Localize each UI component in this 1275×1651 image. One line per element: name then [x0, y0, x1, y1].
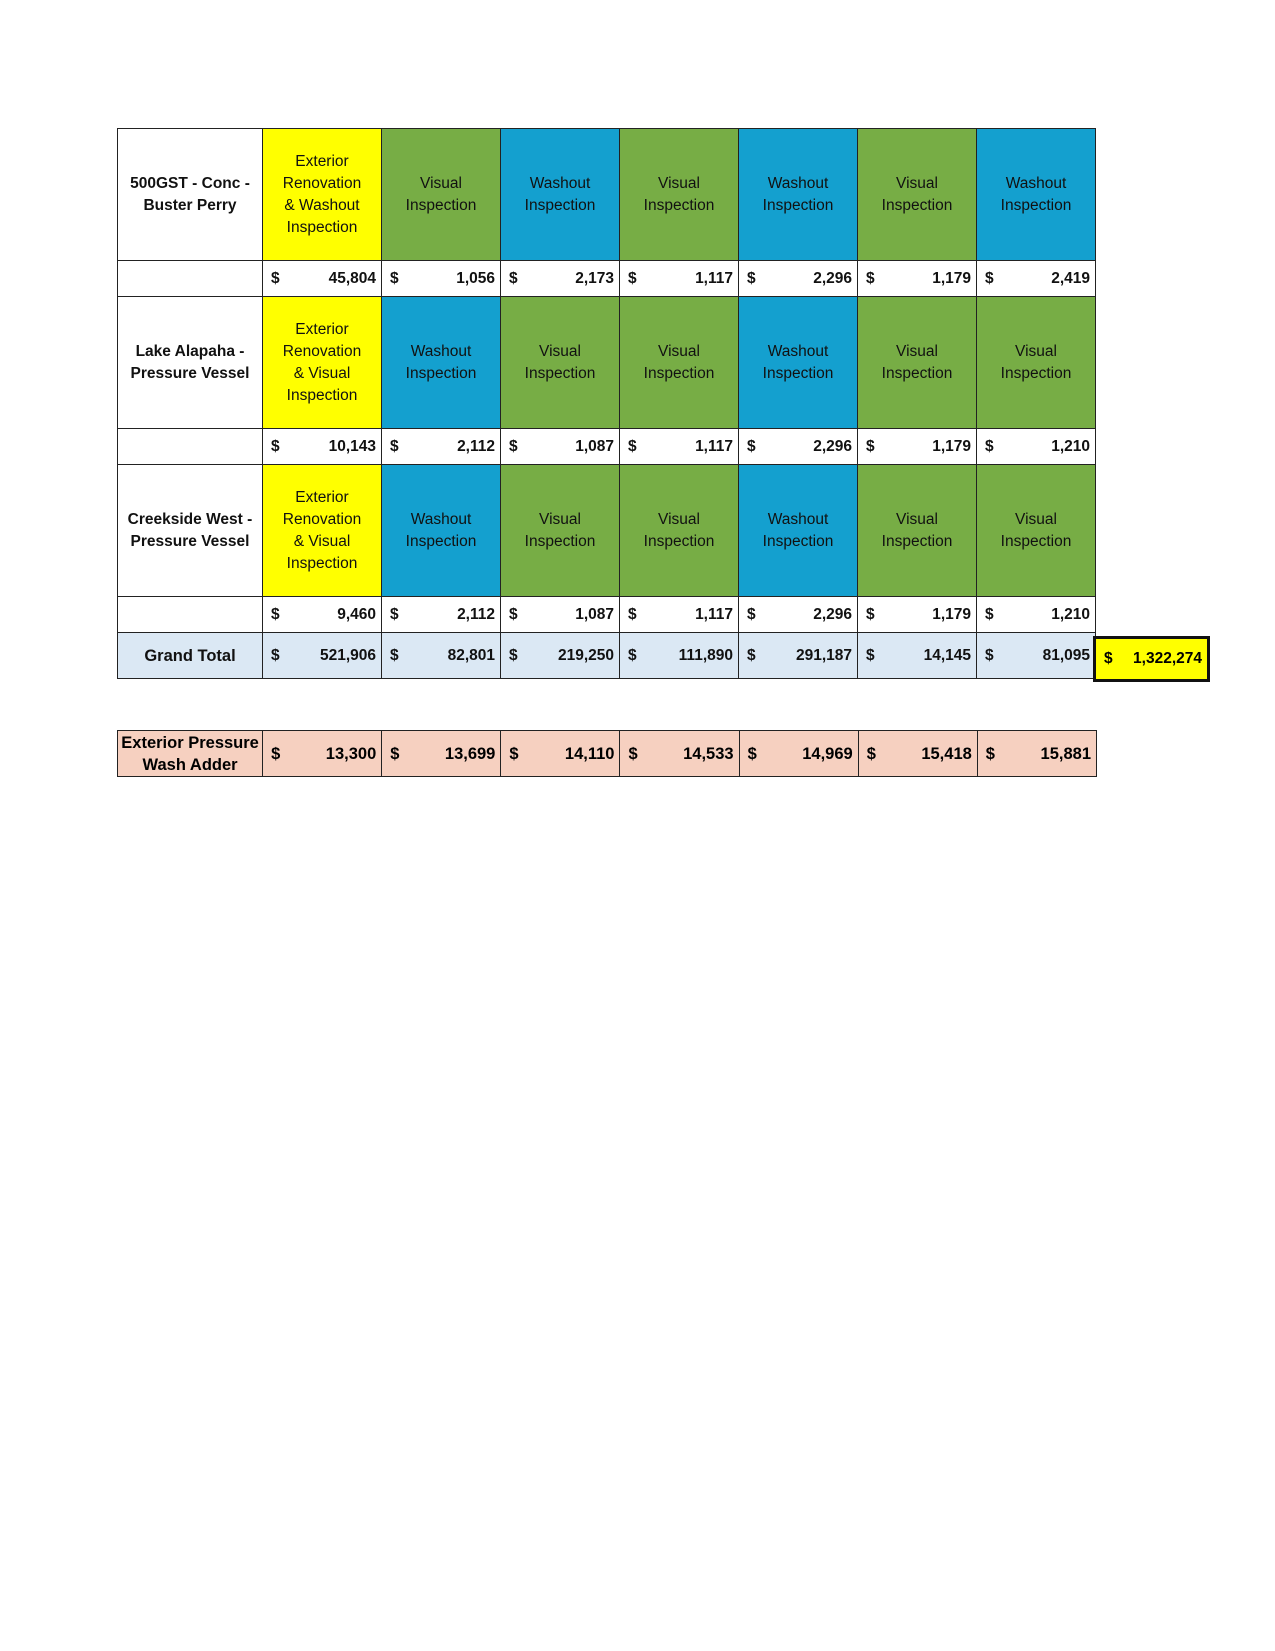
cost-cell [501, 597, 620, 633]
amount-value: 2,296 [813, 269, 852, 287]
currency-symbol: $ [390, 605, 399, 623]
money-wrapper [858, 268, 976, 290]
currency-symbol: $ [866, 646, 875, 664]
adder-cell [382, 731, 501, 777]
amount-value: 2,112 [457, 605, 495, 623]
money-wrapper [977, 645, 1095, 667]
currency-symbol: $ [390, 269, 399, 287]
task-cell: Visual Inspection [620, 465, 739, 597]
site-task-row [118, 129, 1096, 261]
adder-cell [263, 731, 382, 777]
amount-value: 15,881 [1040, 744, 1091, 763]
amount-value: 219,250 [557, 646, 614, 664]
empty-label-cell [118, 429, 263, 465]
currency-symbol: $ [390, 646, 399, 664]
task-cell: Visual Inspection [620, 129, 739, 261]
amount-value: 13,699 [444, 744, 496, 763]
amount-value: 14,145 [923, 646, 971, 664]
amount-value: 2,419 [1051, 269, 1090, 287]
cost-cell [858, 261, 977, 297]
site-name: 500GST - Conc - Buster Perry [118, 129, 263, 261]
money-wrapper [977, 436, 1095, 458]
amount-value: 1,210 [1051, 437, 1090, 455]
site-cost-row [118, 597, 1096, 633]
currency-symbol: $ [747, 437, 756, 455]
cost-cell [739, 261, 858, 297]
money-wrapper [620, 436, 738, 458]
currency-symbol: $ [628, 269, 637, 287]
amount-value: 15,418 [921, 744, 972, 763]
currency-symbol: $ [985, 744, 995, 763]
grand-total-cell [382, 633, 501, 679]
cost-cell [620, 261, 739, 297]
amount-value: 1,117 [695, 437, 733, 455]
money-wrapper [977, 604, 1095, 626]
currency-symbol: $ [509, 605, 518, 623]
cost-cell [858, 597, 977, 633]
amount-value: 1,117 [695, 269, 733, 287]
currency-symbol: $ [866, 605, 875, 623]
money-wrapper [739, 436, 857, 458]
task-cell: Exterior Renovation & Visual Inspection [263, 297, 382, 429]
money-wrapper [740, 743, 858, 765]
task-cell: Exterior Renovation & Washout Inspection [263, 129, 382, 261]
cost-cell [620, 429, 739, 465]
amount-value: 82,801 [447, 646, 495, 664]
site-cost-row [118, 261, 1096, 297]
amount-value: 14,533 [683, 744, 734, 763]
money-wrapper [263, 268, 381, 290]
adder-cell [858, 731, 977, 777]
task-cell: Visual Inspection [501, 465, 620, 597]
currency-symbol: $ [509, 646, 518, 664]
money-wrapper [501, 436, 619, 458]
adder-cell [620, 731, 739, 777]
money-wrapper [263, 604, 381, 626]
grand-total-cell [739, 633, 858, 679]
cost-cell [977, 597, 1096, 633]
currency-symbol: $ [271, 437, 280, 455]
amount-value: 1,179 [932, 269, 971, 287]
currency-symbol: $ [866, 269, 875, 287]
currency-symbol: $ [509, 437, 518, 455]
currency-symbol: $ [747, 605, 756, 623]
task-cell: Washout Inspection [382, 297, 501, 429]
amount-value: 2,296 [813, 605, 852, 623]
cost-cell [263, 429, 382, 465]
cost-cell [382, 261, 501, 297]
money-wrapper [263, 743, 381, 765]
cost-cell [620, 597, 739, 633]
task-cell: Visual Inspection [858, 129, 977, 261]
task-cell: Visual Inspection [977, 297, 1096, 429]
amount-value: 291,187 [795, 646, 852, 664]
task-cell: Washout Inspection [382, 465, 501, 597]
money-wrapper [977, 268, 1095, 290]
money-wrapper [620, 743, 738, 765]
currency-symbol: $ [628, 605, 637, 623]
money-wrapper [263, 645, 381, 667]
cost-cell [739, 429, 858, 465]
money-wrapper [263, 436, 381, 458]
cost-cell [858, 429, 977, 465]
task-cell: Visual Inspection [977, 465, 1096, 597]
grand-total-cell [501, 633, 620, 679]
money-wrapper [859, 743, 977, 765]
amount-value: 521,906 [319, 646, 376, 664]
money-wrapper [382, 604, 500, 626]
grand-total-row [118, 633, 1096, 679]
amount-value: 2,112 [457, 437, 495, 455]
currency-symbol: $ [747, 269, 756, 287]
grand-total-cell [263, 633, 382, 679]
amount-value: 1,087 [575, 437, 614, 455]
grand-total-cell [977, 633, 1096, 679]
empty-label-cell [118, 261, 263, 297]
task-cell: Visual Inspection [501, 297, 620, 429]
amount-value: 111,890 [678, 646, 733, 664]
amount-value: 14,110 [564, 744, 615, 763]
task-cell: Washout Inspection [739, 129, 858, 261]
currency-symbol: $ [628, 744, 638, 763]
currency-symbol: $ [271, 269, 280, 287]
adder-row [118, 731, 1097, 777]
currency-symbol: $ [985, 437, 994, 455]
amount-value: 9,460 [337, 605, 376, 623]
grand-total-cell [858, 633, 977, 679]
cost-cell [501, 261, 620, 297]
money-wrapper [858, 436, 976, 458]
amount-value: 14,969 [802, 744, 853, 763]
empty-label-cell [118, 597, 263, 633]
money-wrapper [382, 743, 500, 765]
amount-value: 45,804 [328, 269, 376, 287]
currency-symbol: $ [866, 744, 876, 763]
money-wrapper [501, 604, 619, 626]
money-wrapper [858, 645, 976, 667]
adder-cell [739, 731, 858, 777]
cost-cell [382, 597, 501, 633]
currency-symbol: $ [985, 605, 994, 623]
amount-value: 2,296 [813, 437, 852, 455]
currency-symbol: $ [271, 605, 280, 623]
money-wrapper [501, 268, 619, 290]
overall-total-value: 1,322,274 [1133, 650, 1202, 667]
currency-symbol: $ [390, 744, 400, 763]
amount-value: 1,117 [695, 605, 733, 623]
amount-value: 1,087 [575, 605, 614, 623]
site-name: Creekside West - Pressure Vessel [118, 465, 263, 597]
overall-grand-total [1093, 636, 1210, 682]
task-cell: Washout Inspection [739, 297, 858, 429]
money-wrapper [858, 604, 976, 626]
site-task-row [118, 297, 1096, 429]
currency-symbol: $ [747, 646, 756, 664]
currency-symbol: $ [509, 744, 519, 763]
money-wrapper [739, 604, 857, 626]
adder-cell [501, 731, 620, 777]
money-wrapper [501, 743, 619, 765]
task-cell: Visual Inspection [858, 297, 977, 429]
site-task-row [118, 465, 1096, 597]
currency-symbol: $ [1104, 650, 1113, 667]
currency-symbol: $ [628, 646, 637, 664]
cost-cell [263, 597, 382, 633]
amount-value: 1,179 [932, 605, 971, 623]
amount-value: 13,300 [325, 744, 377, 763]
amount-value: 81,095 [1042, 646, 1090, 664]
money-wrapper [978, 743, 1096, 765]
money-wrapper [382, 268, 500, 290]
money-wrapper [382, 645, 500, 667]
inspection-schedule-table [117, 128, 1096, 679]
task-cell: Washout Inspection [501, 129, 620, 261]
task-cell: Washout Inspection [739, 465, 858, 597]
grand-total-cell [620, 633, 739, 679]
currency-symbol: $ [628, 437, 637, 455]
currency-symbol: $ [271, 646, 280, 664]
task-cell: Visual Inspection [382, 129, 501, 261]
currency-symbol: $ [747, 744, 757, 763]
currency-symbol: $ [271, 744, 281, 763]
currency-symbol: $ [866, 437, 875, 455]
money-wrapper [620, 645, 738, 667]
pressure-wash-adder-table [117, 730, 1097, 777]
cost-cell [977, 429, 1096, 465]
amount-value: 1,056 [456, 269, 495, 287]
money-wrapper [739, 268, 857, 290]
currency-symbol: $ [985, 646, 994, 664]
adder-label: Exterior Pressure Wash Adder [118, 731, 263, 777]
schedule-sheet [117, 128, 1096, 679]
money-wrapper [382, 436, 500, 458]
cost-cell [977, 261, 1096, 297]
amount-value: 1,210 [1051, 605, 1090, 623]
currency-symbol: $ [985, 269, 994, 287]
task-cell: Exterior Renovation & Visual Inspection [263, 465, 382, 597]
task-cell: Washout Inspection [977, 129, 1096, 261]
money-wrapper [501, 645, 619, 667]
task-cell: Visual Inspection [620, 297, 739, 429]
site-cost-row [118, 429, 1096, 465]
currency-symbol: $ [509, 269, 518, 287]
cost-cell [501, 429, 620, 465]
money-wrapper [620, 268, 738, 290]
currency-symbol: $ [390, 437, 399, 455]
cost-cell [739, 597, 858, 633]
adder-cell [977, 731, 1096, 777]
cost-cell [382, 429, 501, 465]
cost-cell [263, 261, 382, 297]
amount-value: 1,179 [932, 437, 971, 455]
task-cell: Visual Inspection [858, 465, 977, 597]
amount-value: 10,143 [328, 437, 376, 455]
money-wrapper [620, 604, 738, 626]
amount-value: 2,173 [575, 269, 614, 287]
money-wrapper [739, 645, 857, 667]
grand-total-label: Grand Total [118, 633, 263, 679]
site-name: Lake Alapaha - Pressure Vessel [118, 297, 263, 429]
